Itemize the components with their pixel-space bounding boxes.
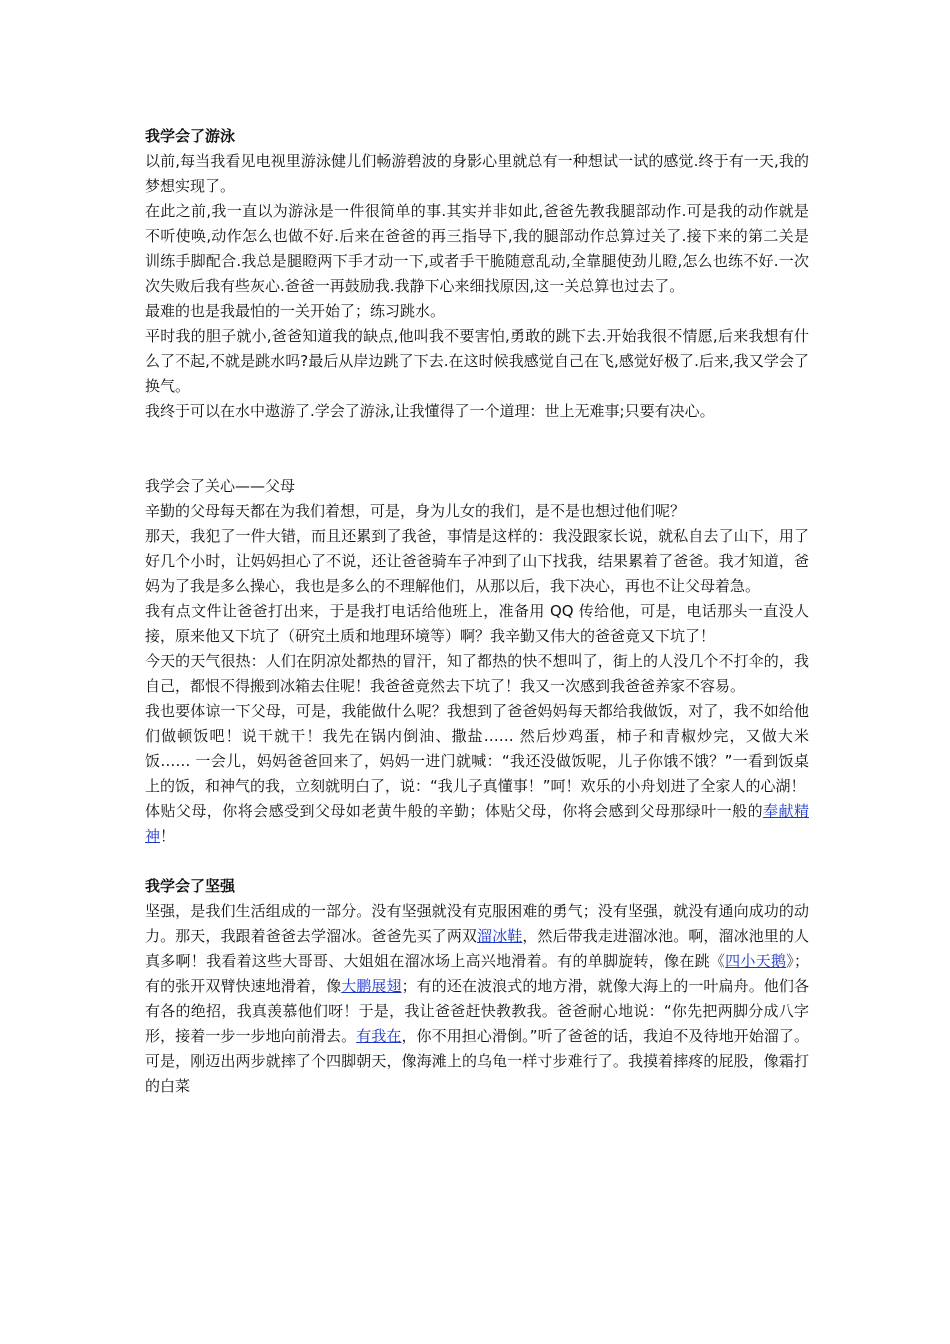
inline-link[interactable]: 四小天鹅	[725, 952, 787, 970]
paragraph	[145, 199, 809, 299]
paragraph-text: 体贴父母，你将会感受到父母如老黄牛般的辛勤；体贴父母，你将会感到父母那绿叶一般的	[145, 802, 764, 820]
section-divider	[145, 849, 809, 874]
paragraph	[145, 299, 809, 324]
inline-link[interactable]: 有我在	[356, 1027, 402, 1045]
paragraph-text: 我终于可以在水中遨游了.学会了游泳,让我懂得了一个道理：世上无难事;只要有决心。	[145, 402, 715, 420]
section-caring-parents	[145, 474, 809, 849]
document-page	[145, 124, 809, 1099]
paragraph	[145, 399, 809, 424]
paragraph-text: 我也要体谅一下父母，可是，我能做什么呢？我想到了爸爸妈妈每天都给我做饭，对了，我不如给他们做顿饭吧！说干就干！我先在锅内倒油、撒盐…… 然后炒鸡蛋，柿子和青椒炒完，又做大米饭…… 一会儿，妈妈爸爸回来了，妈妈一进门就喊：“我还没做饭呢，儿子你饿不饿？”一看到饭桌上的饭，和神气的我，立刻就明白了，说：“我儿子真懂事！”呵！欢乐的小舟划进了全家人的心湖！	[145, 702, 809, 795]
section-body	[145, 899, 809, 1099]
paragraph	[145, 149, 809, 199]
section-body	[145, 499, 809, 849]
paragraph	[145, 649, 809, 699]
paragraph	[145, 524, 809, 599]
paragraph	[145, 599, 809, 649]
paragraph-text: 那天，我犯了一件大错，而且还累到了我爸，事情是这样的：我没跟家长说，就私自去了山下，用了好几个小时，让妈妈担心了不说，还让爸爸骑车子冲到了山下找我，结果累着了爸爸。我才知道，爸妈为了我是多么操心，我也是多么的不理解他们，从那以后，我下决心，再也不让父母着急。	[145, 527, 809, 595]
section-being-strong	[145, 874, 809, 1099]
paragraph-text: 我有点文件让爸爸打出来，于是我打电话给他班上，准备用 QQ 传给他，可是，电话那头一直没人接，原来他又下坑了（研究土质和地理环境等）啊？我辛勤又伟大的爸爸竟又下坑了！	[145, 602, 809, 645]
paragraph	[145, 899, 809, 1099]
paragraph	[145, 499, 809, 524]
paragraph	[145, 699, 809, 799]
paragraph-text: 》；有的张开双臂快速地滑着，像	[145, 952, 809, 995]
section-body	[145, 149, 809, 424]
paragraph-text: 以前,每当我看见电视里游泳健儿们畅游碧波的身影心里就总有一种想试一试的感觉.终于有一天,我的梦想实现了。	[145, 152, 809, 195]
paragraph-text: ，然后带我走进溜冰池。啊，溜冰池里的人真多啊！我看着这些大哥哥、大姐姐在溜冰场上高兴地滑着。有的单脚旋转，像在跳《	[145, 927, 809, 970]
inline-link[interactable]: 大鹏展翅	[341, 977, 402, 995]
inline-link[interactable]: 奉献精神	[145, 802, 809, 845]
paragraph-text: 最难的也是我最怕的一关开始了；练习跳水。	[145, 302, 446, 320]
paragraph-text: ！	[160, 827, 176, 845]
paragraph-text: ；有的还在波浪式的地方滑，就像大海上的一叶扁舟。他们各有各的绝招，我真羡慕他们呀！于是，我让爸爸赶快教教我。爸爸耐心地说：“你先把两脚分成八字形，接着一步一步地向前滑去。	[145, 977, 809, 1045]
paragraph-text: 坚强，是我们生活组成的一部分。没有坚强就没有克服困难的勇气；没有坚强，就没有通向成功的动力。那天，我跟着爸爸去学溜冰。爸爸先买了两双	[145, 902, 809, 945]
inline-link[interactable]: 溜冰鞋	[477, 927, 523, 945]
paragraph-text: 辛勤的父母每天都在为我们着想，可是，身为儿女的我们，是不是也想过他们呢？	[145, 502, 686, 520]
section-title: 我学会了坚强	[145, 877, 236, 895]
section-title: 我学会了游泳	[145, 127, 236, 145]
paragraph-text: 在此之前,我一直以为游泳是一件很简单的事.其实并非如此,爸爸先教我腿部动作.可是我的动作就是不听使唤,动作怎么也做不好.后来在爸爸的再三指导下,我的腿部动作总算过关了.接下来的第二关是训练手脚配合.我总是腿瞪两下手才动一下,或者手干脆随意乱动,全靠腿使劲儿瞪,怎么也练不好.一次次失败后我有些灰心.爸爸一再鼓励我.我静下心来细找原因,这一关总算也过去了。	[145, 202, 809, 295]
paragraph-text: 平时我的胆子就小,爸爸知道我的缺点,他叫我不要害怕,勇敢的跳下去.开始我很不情愿,后来我想有什么了不起,不就是跳水吗?最后从岸边跳了下去.在这时候我感觉自己在飞,感觉好极了.后来,我又学会了换气。	[145, 327, 809, 395]
paragraph-text: 今天的天气很热：人们在阴凉处都热的冒汗，知了都热的快不想叫了，街上的人没几个不打伞的，我自己，都恨不得搬到冰箱去住呢！我爸爸竟然去下坑了！我又一次感到我爸爸养家不容易。	[145, 652, 809, 695]
section-swimming	[145, 124, 809, 424]
paragraph	[145, 324, 809, 399]
paragraph	[145, 799, 809, 849]
section-title: 我学会了关心——父母	[145, 477, 296, 495]
paragraph-text: ，你不用担心滑倒。”听了爸爸的话，我迫不及待地开始溜了。可是，刚迈出两步就摔了个四脚朝天，像海滩上的乌龟一样寸步难行了。我摸着摔疼的屁股，像霜打的白菜	[145, 1027, 809, 1095]
section-divider	[145, 424, 809, 474]
